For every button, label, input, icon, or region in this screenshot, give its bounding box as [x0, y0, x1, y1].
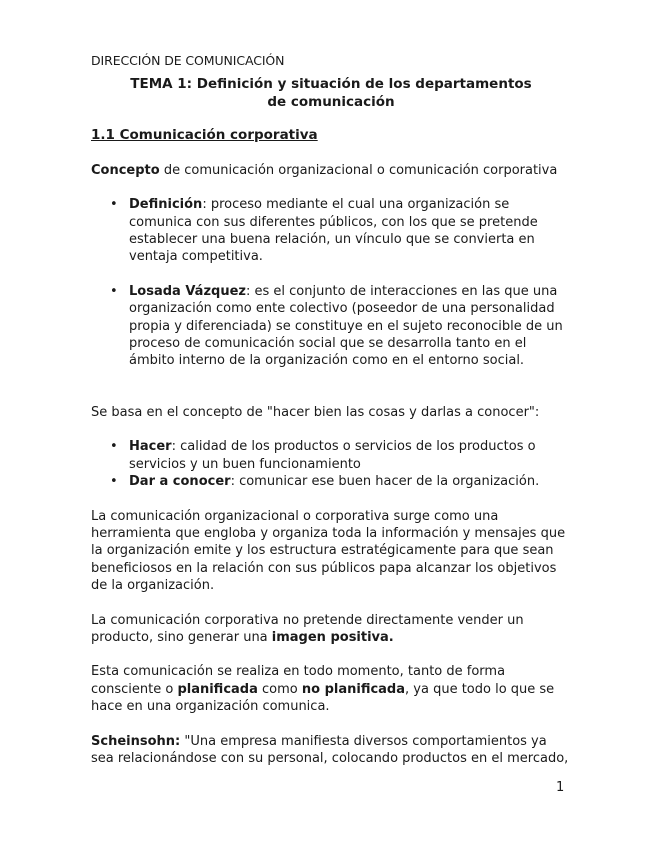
paragraph-bold: Scheinsohn: [91, 733, 181, 749]
concepto-term: Concepto [91, 162, 160, 178]
paragraph-planificada [91, 663, 571, 715]
paragraph-text: La comunicación corporativa no pretende directamente vender un producto, sino generar una [91, 612, 524, 645]
basa-list [91, 438, 571, 490]
list-item [91, 196, 571, 266]
concepto-text: de comunicación organizacional o comunicación corporativa [159, 162, 558, 178]
paragraph-text: , ya que todo lo que se hace en una organización comunica. [91, 681, 555, 715]
document-header-label: DIRECCIÓN DE COMUNICACIÓN [91, 53, 285, 68]
basa-paragraph: Se basa en el concepto de "hacer bien las cosas y darlas a conocer": [91, 404, 540, 420]
concepto-paragraph [91, 162, 571, 179]
definition-term: Definición [129, 197, 203, 213]
paragraph-text: como [257, 681, 302, 697]
definition-text: : proceso mediante el cual una organización se comunica con sus diferentes públicos, con los que se pretende establecer una buena relación, un vínculo que se convierta en ventaja competitiva. [129, 197, 538, 265]
definition-text: : es el conjunto de interacciones en las que una organización como ente colectivo (poseedor de una personalidad propia y diferenciada) se constituye en el sujeto reconocible de un proceso de comunicación social que se desarrolla tanto en el ámbito interno de la organización como en el entorno social. [129, 283, 563, 369]
paragraph-bold: no planificada [301, 681, 406, 697]
list-item [91, 473, 571, 490]
paragraph-scheinsohn [91, 733, 571, 768]
page-number: 1 [556, 780, 565, 795]
paragraph-text: Esta comunicación se realiza en todo momento, tanto de forma consciente o [91, 664, 506, 697]
basa-text: : calidad de los productos o servicios de los productos o servicios y un buen funcionamiento [129, 439, 536, 472]
paragraph-bold: imagen positiva. [271, 629, 394, 645]
paragraph-herramienta: La comunicación organizacional o corporativa surge como una herramienta que engloba y organiza toda la información y mensajes que la organización emite y los estructura estratégicamente para que sean beneficiosos en la relación con sus públicos papa alcanzar los objetivos de la organización. [91, 508, 566, 594]
basa-term: Dar a conocer [129, 474, 231, 490]
document-title: TEMA 1: Definición y situación de los departamentos de comunicación [130, 76, 532, 111]
definition-term: Losada Vázquez [129, 283, 246, 299]
basa-text: : comunicar ese buen hacer de la organización. [230, 474, 540, 490]
paragraph-bold: planificada [177, 681, 258, 697]
paragraph-imagen [91, 612, 571, 647]
list-item [91, 283, 571, 370]
paragraph-text: "Una empresa manifiesta diversos comportamientos ya sea relacionándose con su personal, colocando productos en el mercado, [91, 733, 569, 766]
basa-term: Hacer [129, 439, 172, 455]
section-heading: 1.1 Comunicación corporativa [91, 127, 318, 144]
definitions-list [91, 196, 571, 370]
list-item [91, 438, 571, 473]
document-page [91, 52, 571, 767]
